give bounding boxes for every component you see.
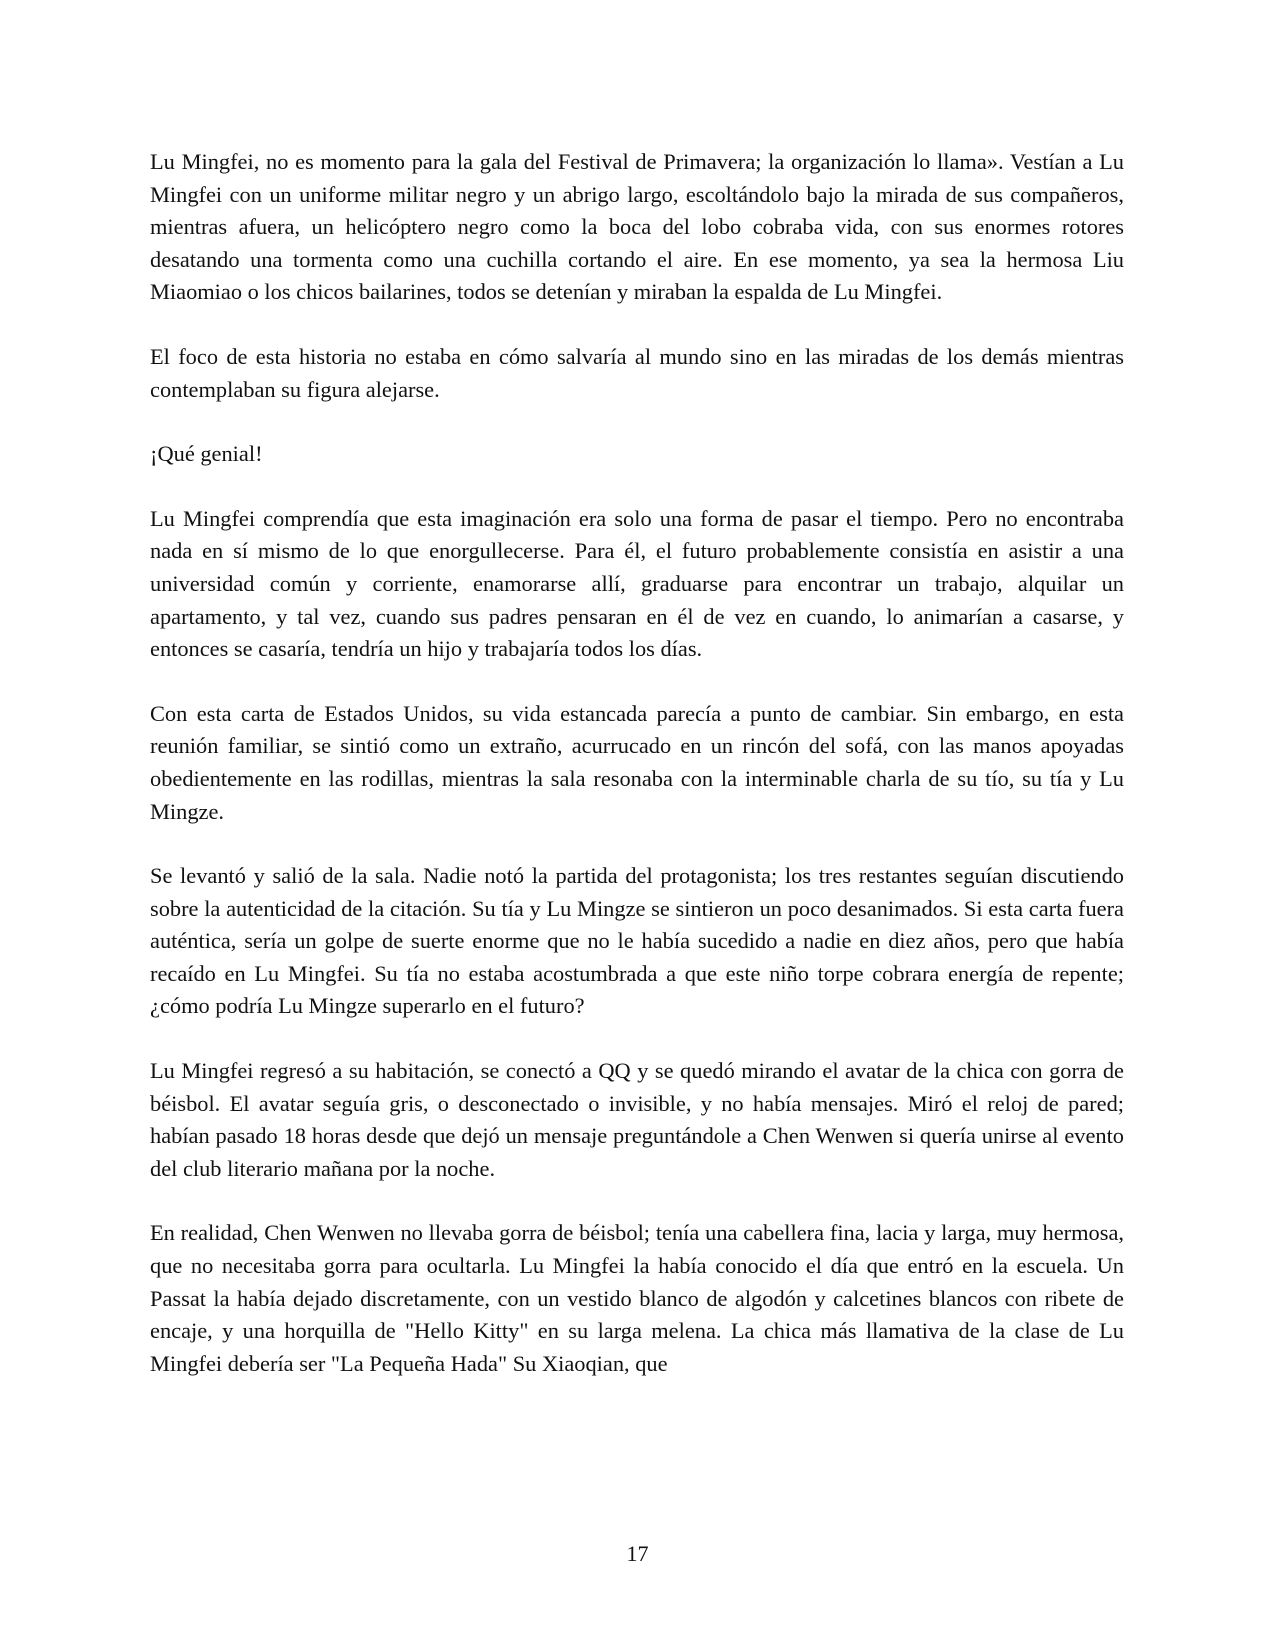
paragraph-7: Lu Mingfei regresó a su habitación, se conectó a QQ y se quedó mirando el avatar de la chica con gorra de béisbol. El avatar seguía gris, o desconectado o invisible, y no había mensajes. Miró el reloj de pared; habían pasado 18 horas desde que dejó un mensaje preguntándole a Chen Wenwen si quería unirse al evento del club literario mañana por la noche. <box>150 1058 1124 1181</box>
page-body <box>150 146 1124 1412</box>
paragraph-4: Lu Mingfei comprendía que esta imaginación era solo una forma de pasar el tiempo. Pero no encontraba nada en sí mismo de lo que enorgullecerse. Para él, el futuro probablemente consistía en asistir a una universidad común y corriente, enamorarse allí, graduarse para encontrar un trabajo, alquilar un apartamento, y tal vez, cuando sus padres pensaran en él de vez en cuando, lo animarían a casarse, y entonces se casaría, tendría un hijo y trabajaría todos los días. <box>150 505 1124 662</box>
paragraph-1: Lu Mingfei, no es momento para la gala del Festival de Primavera; la organización lo llama». Vestían a Lu Mingfei con un uniforme militar negro y un abrigo largo, escoltándolo bajo la mirada de sus compañeros, mientras afuera, un helicóptero negro como la boca del lobo cobraba vida, con sus enormes rotores desatando una tormenta como una cuchilla cortando el aire. En ese momento, ya sea la hermosa Liu Miaomiao o los chicos bailarines, todos se detenían y miraban la espalda de Lu Mingfei. <box>150 149 1124 305</box>
paragraph-2: El foco de esta historia no estaba en cómo salvaría al mundo sino en las miradas de los demás mientras contemplaban su figura alejarse. <box>150 343 1124 402</box>
paragraph-3: ¡Qué genial! <box>150 441 263 467</box>
paragraph-8: En realidad, Chen Wenwen no llevaba gorra de béisbol; tenía una cabellera fina, lacia y larga, muy hermosa, que no necesitaba gorra para ocultarla. Lu Mingfei la había conocido el día que entró en la escuela. Un Passat la había dejado discretamente, con un vestido blanco de algodón y calcetines blancos con ribete de encaje, y una horquilla de "Hello Kitty" en su larga melena. La chica más llamativa de la clase de Lu Mingfei debería ser "La Pequeña Hada" Su Xiaoqian, que <box>150 1220 1124 1376</box>
paragraph-5: Con esta carta de Estados Unidos, su vida estancada parecía a punto de cambiar. Sin embargo, en esta reunión familiar, se sintió como un extraño, acurrucado en un rincón del sofá, con las manos apoyadas obedientemente en las rodillas, mientras la sala resonaba con la interminable charla de su tío, su tía y Lu Mingze. <box>150 700 1124 824</box>
page-number: 17 <box>626 1541 649 1566</box>
paragraph-6: Se levantó y salió de la sala. Nadie notó la partida del protagonista; los tres restantes seguían discutiendo sobre la autenticidad de la citación. Su tía y Lu Mingze se sintieron un poco desanimados. Si esta carta fuera auténtica, sería un golpe de suerte enorme que no le había sucedido a nadie en diez años, pero que había recaído en Lu Mingfei. Su tía no estaba acostumbrada a que este niño torpe cobrara energía de repente; ¿cómo podría Lu Mingze superarlo en el futuro? <box>150 863 1124 1019</box>
